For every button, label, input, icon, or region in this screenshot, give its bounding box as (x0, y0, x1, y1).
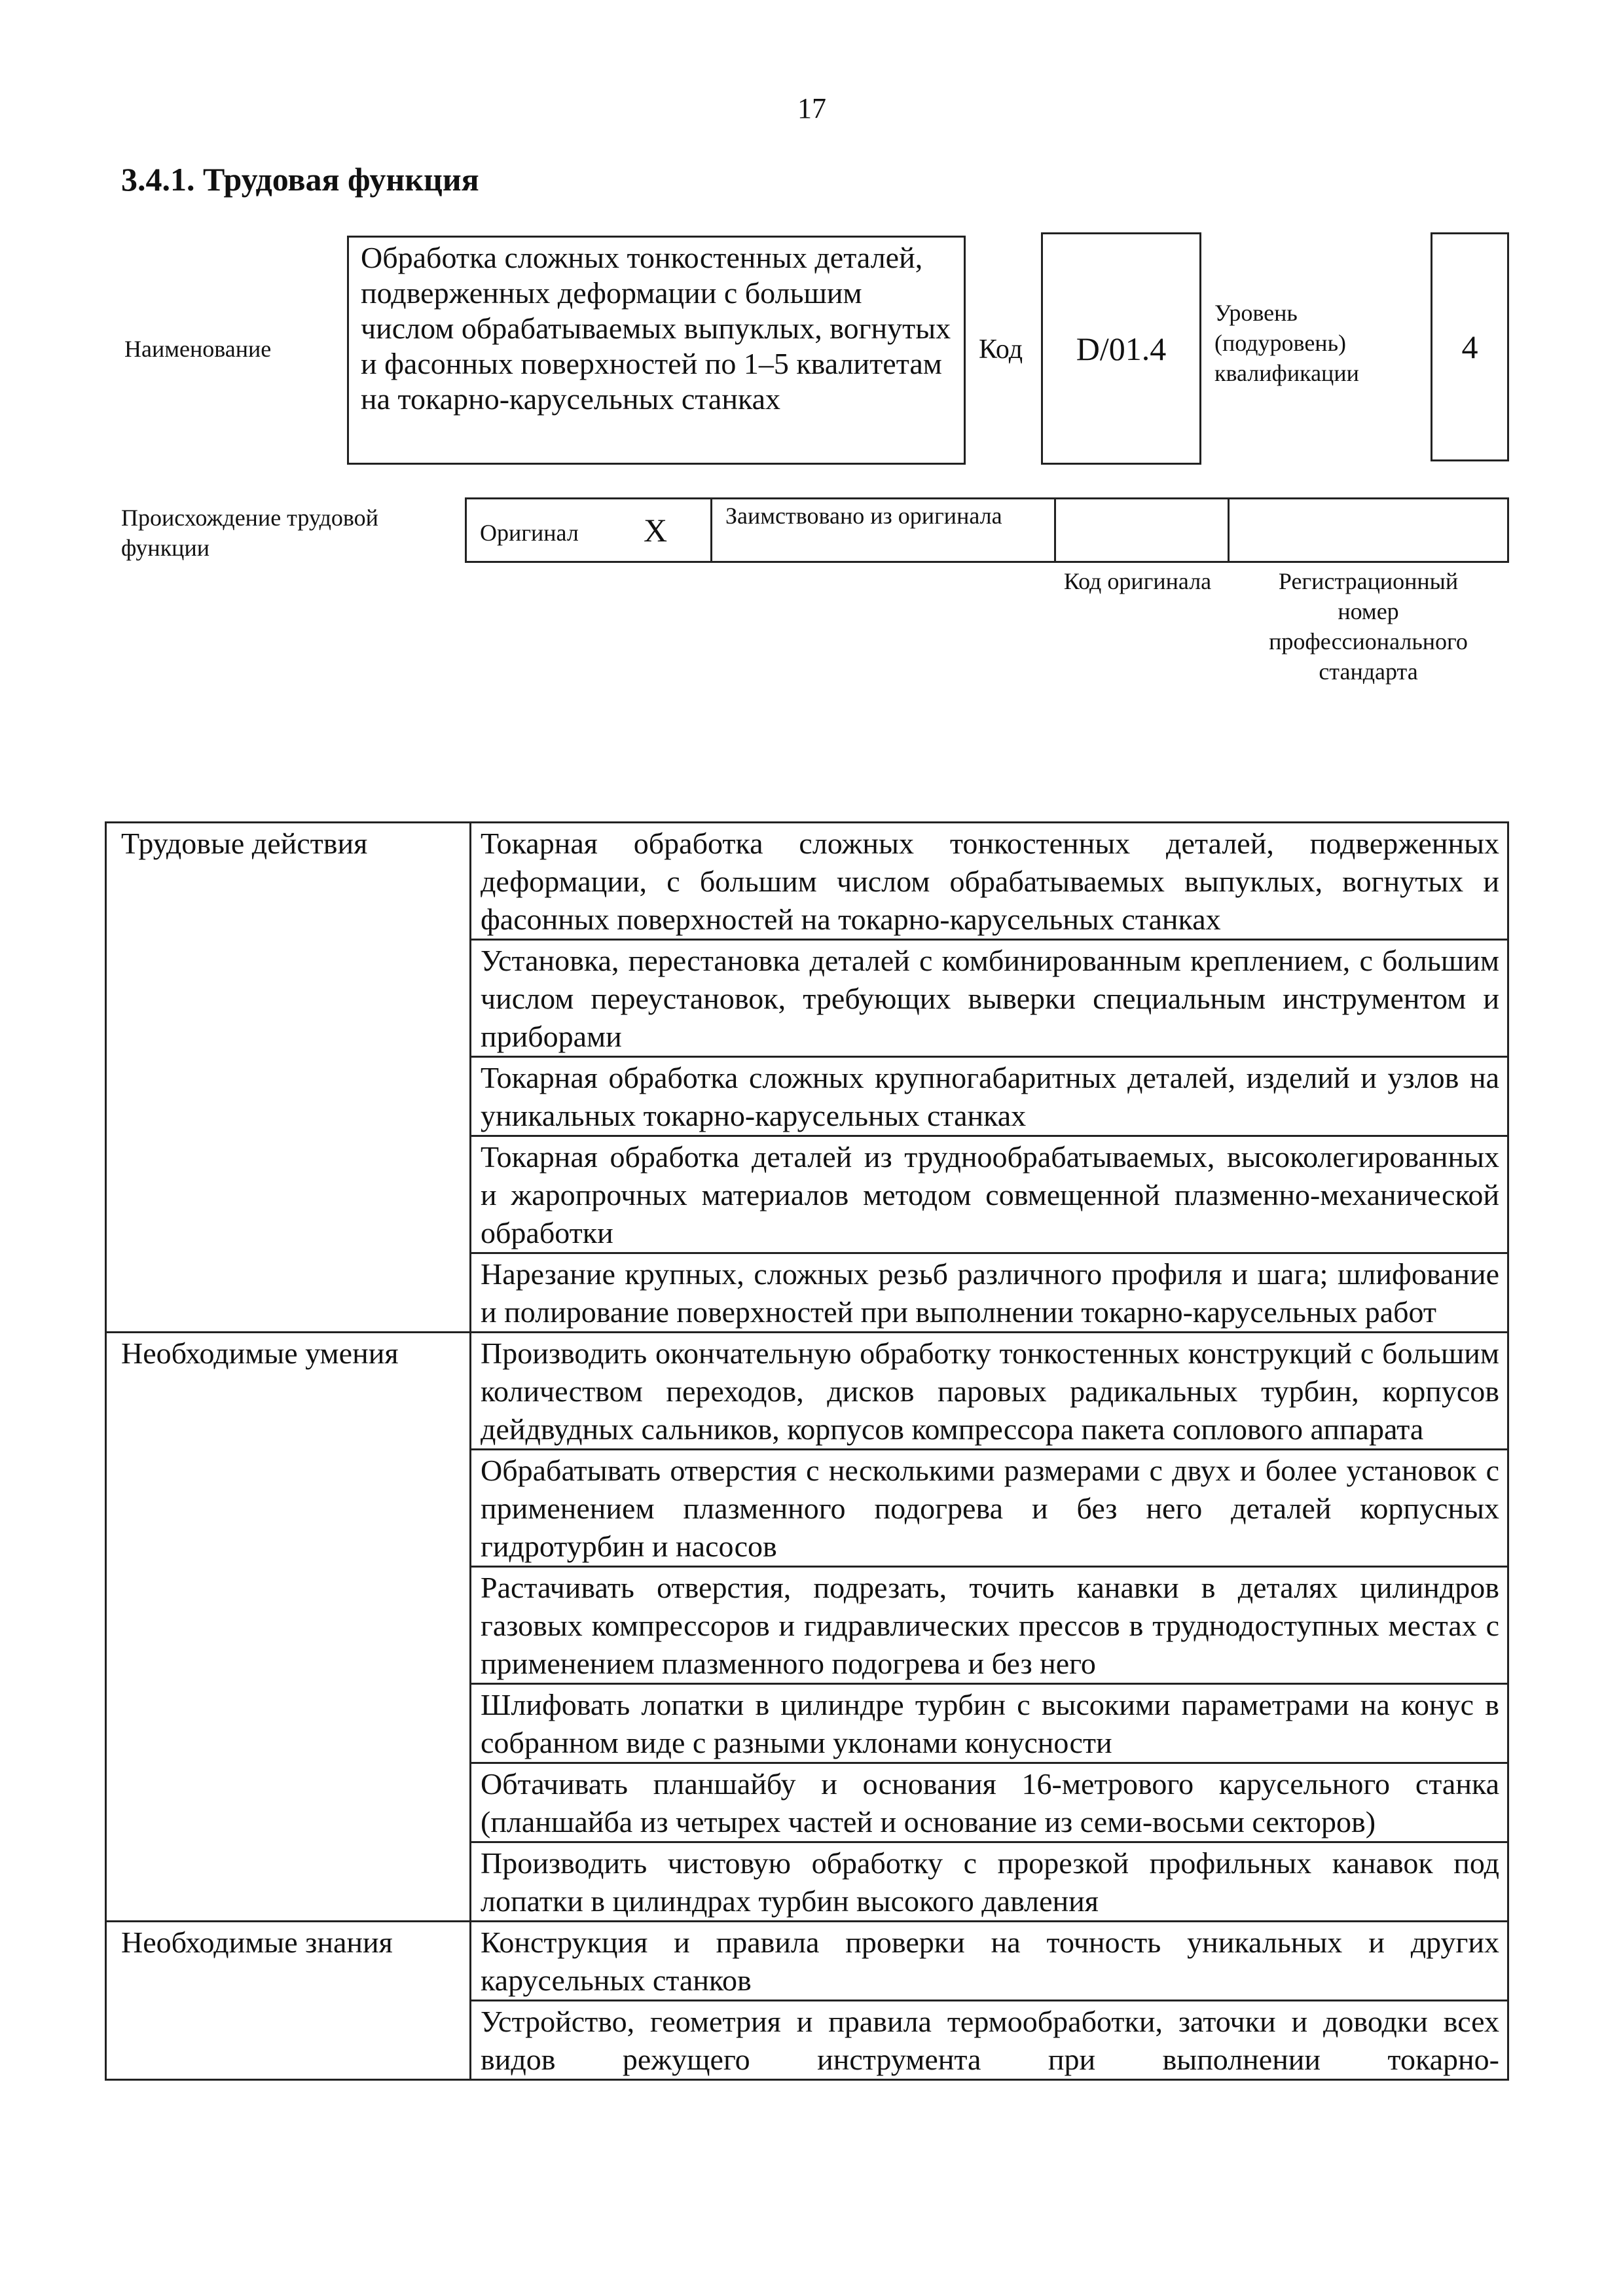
code-original-label: Код оригинала (1063, 568, 1212, 594)
table-cell: Обрабатывать отверстия с несколькими размерами с двух и более установок с применением плазменного подогрева и без него деталей корпусных гидротурбин и насосов (471, 1450, 1508, 1567)
origin-borrowed-label: Заимствовано из оригинала (712, 499, 1056, 561)
origin-label: Происхождение трудовой функции (121, 505, 378, 561)
table-cell: Растачивать отверстия, подрезать, точить канавки в деталях цилиндров газовых компрессоров и гидравлических прессов в труднодоступных местах с применением плазменного подогрева и без него (471, 1567, 1508, 1684)
section-label: Трудовые действия (106, 823, 471, 1333)
table-row (106, 1333, 1508, 1450)
table-cell: Токарная обработка деталей из труднообрабатываемых, высоколегированных и жаропрочных материалов методом совмещенной плазменно-механической обработки (471, 1136, 1508, 1253)
code-label: Код (979, 334, 1023, 365)
name-label: Наименование (124, 336, 272, 362)
name-value: Обработка сложных тонкостенных деталей, подверженных деформации с большим числом обрабатываемых выпуклых, вогнутых и фасонных поверхностей по 1–5 квалитетам на токарно-карусельных станках (347, 236, 966, 465)
code-value: D/01.4 (1041, 232, 1201, 465)
origin-code-cell (1056, 499, 1230, 561)
origin-original-label: Оригинал (480, 520, 579, 546)
table-cell: Токарная обработка сложных крупногабаритных деталей, изделий и узлов на уникальных токарно-карусельных станках (471, 1057, 1508, 1136)
section-label: Необходимые знания (106, 1922, 471, 2080)
table-cell: Производить чистовую обработку с прорезкой профильных канавок под лопатки в цилиндрах турбин высокого давления (471, 1842, 1508, 1922)
table-cell: Токарная обработка сложных тонкостенных деталей, подверженных деформации, с большим числом обрабатываемых выпуклых, вогнутых и фасонных поверхностей на токарно-карусельных станках (471, 823, 1508, 940)
table-cell: Нарезание крупных, сложных резьб различного профиля и шага; шлифование и полирование поверхностей при выполнении токарно-карусельных работ (471, 1253, 1508, 1333)
level-value: 4 (1431, 232, 1509, 461)
origin-original-mark: X (644, 512, 668, 548)
section-label: Необходимые умения (106, 1333, 471, 1922)
table-cell: Конструкция и правила проверки на точность уникальных и других карусельных станков (471, 1922, 1508, 2001)
labor-function-table (105, 821, 1509, 2081)
page-number: 17 (797, 92, 826, 124)
table-cell: Производить окончательную обработку тонкостенных конструкций с большим количеством переходов, дисков паровых радикальных турбин, корпусов дейдвудных сальников, корпусов компрессора пакета соплового аппарата (471, 1333, 1508, 1450)
table-row (106, 1922, 1508, 2001)
origin-row (465, 497, 1509, 563)
table-cell: Обтачивать планшайбу и основания 16-метрового карусельного станка (планшайба из четырех частей и основание из семи-восьми секторов) (471, 1763, 1508, 1842)
reg-number-label: Регистрационный номер профессионального стандарта (1269, 568, 1468, 685)
table-row (106, 823, 1508, 940)
table-cell: Шлифовать лопатки в цилиндре турбин с высокими параметрами на конус в собранном виде с разными уклонами конусности (471, 1684, 1508, 1763)
origin-reg-cell (1230, 499, 1507, 561)
table-cell: Устройство, геометрия и правила термообработки, заточки и доводки всех видов режущего инструмента при выполнении токарно- (471, 2001, 1508, 2080)
origin-original-cell (467, 499, 712, 561)
level-label: Уровень (подуровень) квалификации (1214, 300, 1359, 386)
table-cell: Установка, перестановка деталей с комбинированным креплением, с большим числом переустановок, требующих выверки специальным инструментом и приборами (471, 940, 1508, 1057)
section-title: 3.4.1. Трудовая функция (121, 161, 479, 198)
